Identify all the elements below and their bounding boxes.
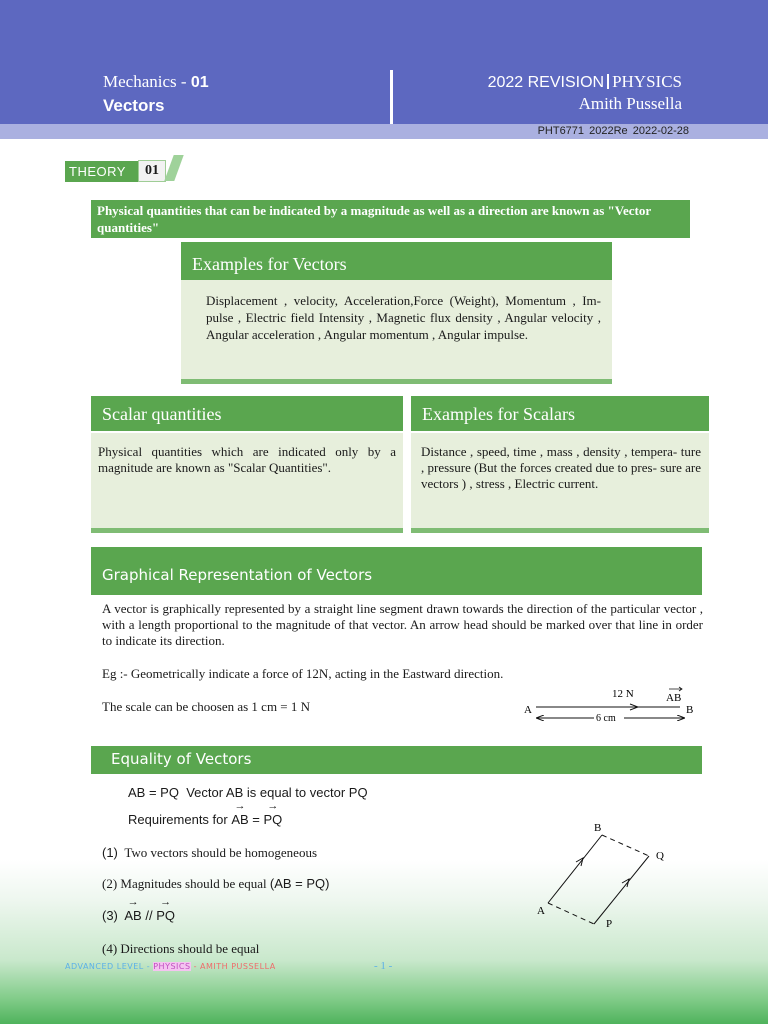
scalar-quantities-text: Physical quantities which are indicated only by a magnitude are known as "Scalar Quantities".: [98, 444, 396, 475]
vector-ab-overarrow: [669, 687, 682, 691]
graphical-paragraph: A vector is graphically represented by a straight line segment drawn towards the direction of the particular vector , with a length proportional to the magnitude of that vector. An arrow head should be marked over that line in order to indicate its direction.: [102, 601, 703, 648]
footer-subject: PHYSICS: [153, 962, 191, 971]
diagram-label-q: Q: [656, 850, 664, 862]
requirement-3-vector-ab: → AB: [124, 908, 141, 923]
requirement-4-text: (4) Directions should be equal: [102, 941, 260, 956]
force-label: 12 N: [612, 688, 634, 700]
equality-statement: [128, 785, 368, 800]
point-b-label: B: [686, 704, 694, 716]
revision-title: [488, 72, 682, 92]
examples-vectors-box: [181, 242, 612, 384]
footer-credit: [65, 962, 276, 971]
requirements-statement: [128, 812, 282, 827]
vector-ab-arrowhead: [576, 858, 583, 866]
scalar-quantities-box: [91, 396, 403, 533]
scale-note: The scale can be choosen as 1 cm = 1 N: [102, 699, 311, 714]
vector-pq-line: [594, 856, 649, 924]
length-label: 6 cm: [596, 713, 616, 724]
diagram-label-p: P: [606, 918, 613, 930]
diagram-label-b: B: [594, 822, 602, 834]
header-right: [488, 72, 682, 114]
vector-pq: → PQ: [264, 812, 283, 827]
dashed-ap: [548, 903, 594, 924]
scalar-quantities-title: Scalar quantities: [91, 396, 403, 433]
equality-heading: Equality of Vectors: [91, 746, 702, 774]
document-date: 2022-02-28: [632, 125, 689, 137]
examples-scalars-text: Distance , speed, time , mass , density , tempera- ture , pressure (But the forces created due to pres- sure are vectors ) , stress , Electric current.: [421, 444, 701, 491]
parallel-sign: //: [141, 908, 157, 923]
graphical-example: Eg :- Geometrically indicate a force of 12N, acting in the Eastward direction.: [102, 666, 504, 681]
requirement-3: [102, 908, 175, 924]
document-meta: [538, 125, 689, 137]
chapter-number: 01: [190, 74, 209, 91]
document-series: 2022Re: [589, 125, 628, 137]
examples-scalars-box: [411, 396, 709, 533]
revision-subject: PHYSICS: [612, 72, 682, 91]
requirement-1: [102, 845, 317, 861]
diagram-label-a: A: [537, 905, 545, 917]
theory-label: THEORY: [65, 161, 144, 182]
requirements-label: Requirements for: [128, 812, 228, 827]
examples-scalars-title: Examples for Scalars: [411, 396, 709, 433]
revision-separator: [607, 74, 609, 89]
footer-level: ADVANCED LEVEL -: [65, 962, 154, 971]
footer-author: - AMITH PUSSELLA: [190, 962, 276, 971]
point-a-label: A: [524, 704, 532, 716]
requirement-2: [102, 876, 330, 892]
page-number: - 1 -: [374, 960, 393, 972]
dashed-bq: [602, 835, 649, 856]
graphical-representation-heading: Graphical Representation of Vectors: [91, 547, 702, 595]
theory-tag: [65, 158, 166, 184]
requirement-4: [102, 941, 259, 957]
equality-equation: AB = PQ: [128, 785, 179, 800]
document-code: PHT6771: [537, 125, 585, 137]
vector-ab: → AB: [231, 812, 248, 827]
equal-vectors-diagram: [530, 818, 680, 933]
equals-sign: =: [248, 812, 264, 827]
author-name: Amith Pussella: [578, 94, 682, 113]
header-left: [103, 72, 209, 116]
theory-number: 01: [138, 160, 166, 182]
requirement-1-number: (1): [102, 845, 118, 860]
subject-title: [103, 72, 209, 92]
vector-definition: Physical quantities that can be indicated by a magnitude as well as a direction are known as "Vector quantities": [91, 200, 690, 238]
vector-ab-label: AB: [666, 692, 682, 704]
topic-title: Vectors: [103, 96, 165, 115]
requirement-3-vector-pq: → PQ: [156, 908, 175, 923]
examples-vectors-text: Displacement , velocity, Acceleration,Force (Weight), Momentum , Im- pulse , Electric field Intensity , Magnetic flux density , Angular velocity , Angular acceleration , Angular momentum , Angular impulse.: [206, 293, 601, 342]
equality-text: Vector AB is equal to vector PQ: [186, 785, 368, 800]
requirement-1-text: Two vectors should be homogeneous: [124, 845, 318, 860]
vector-ab-line: [548, 835, 602, 903]
requirement-2-text: (2) Magnitudes should be equal: [102, 876, 267, 891]
header-banner: [0, 0, 768, 124]
subject-label: Mechanics -: [103, 72, 191, 91]
requirement-3-number: (3): [102, 908, 118, 923]
examples-vectors-title: Examples for Vectors: [181, 242, 612, 280]
revision-label: 2022 REVISION: [487, 74, 605, 91]
requirement-2-equation: (AB = PQ): [269, 876, 330, 891]
theory-tab-decoration: [164, 155, 183, 181]
force-vector-diagram: [520, 682, 700, 726]
header-divider: [390, 70, 393, 124]
